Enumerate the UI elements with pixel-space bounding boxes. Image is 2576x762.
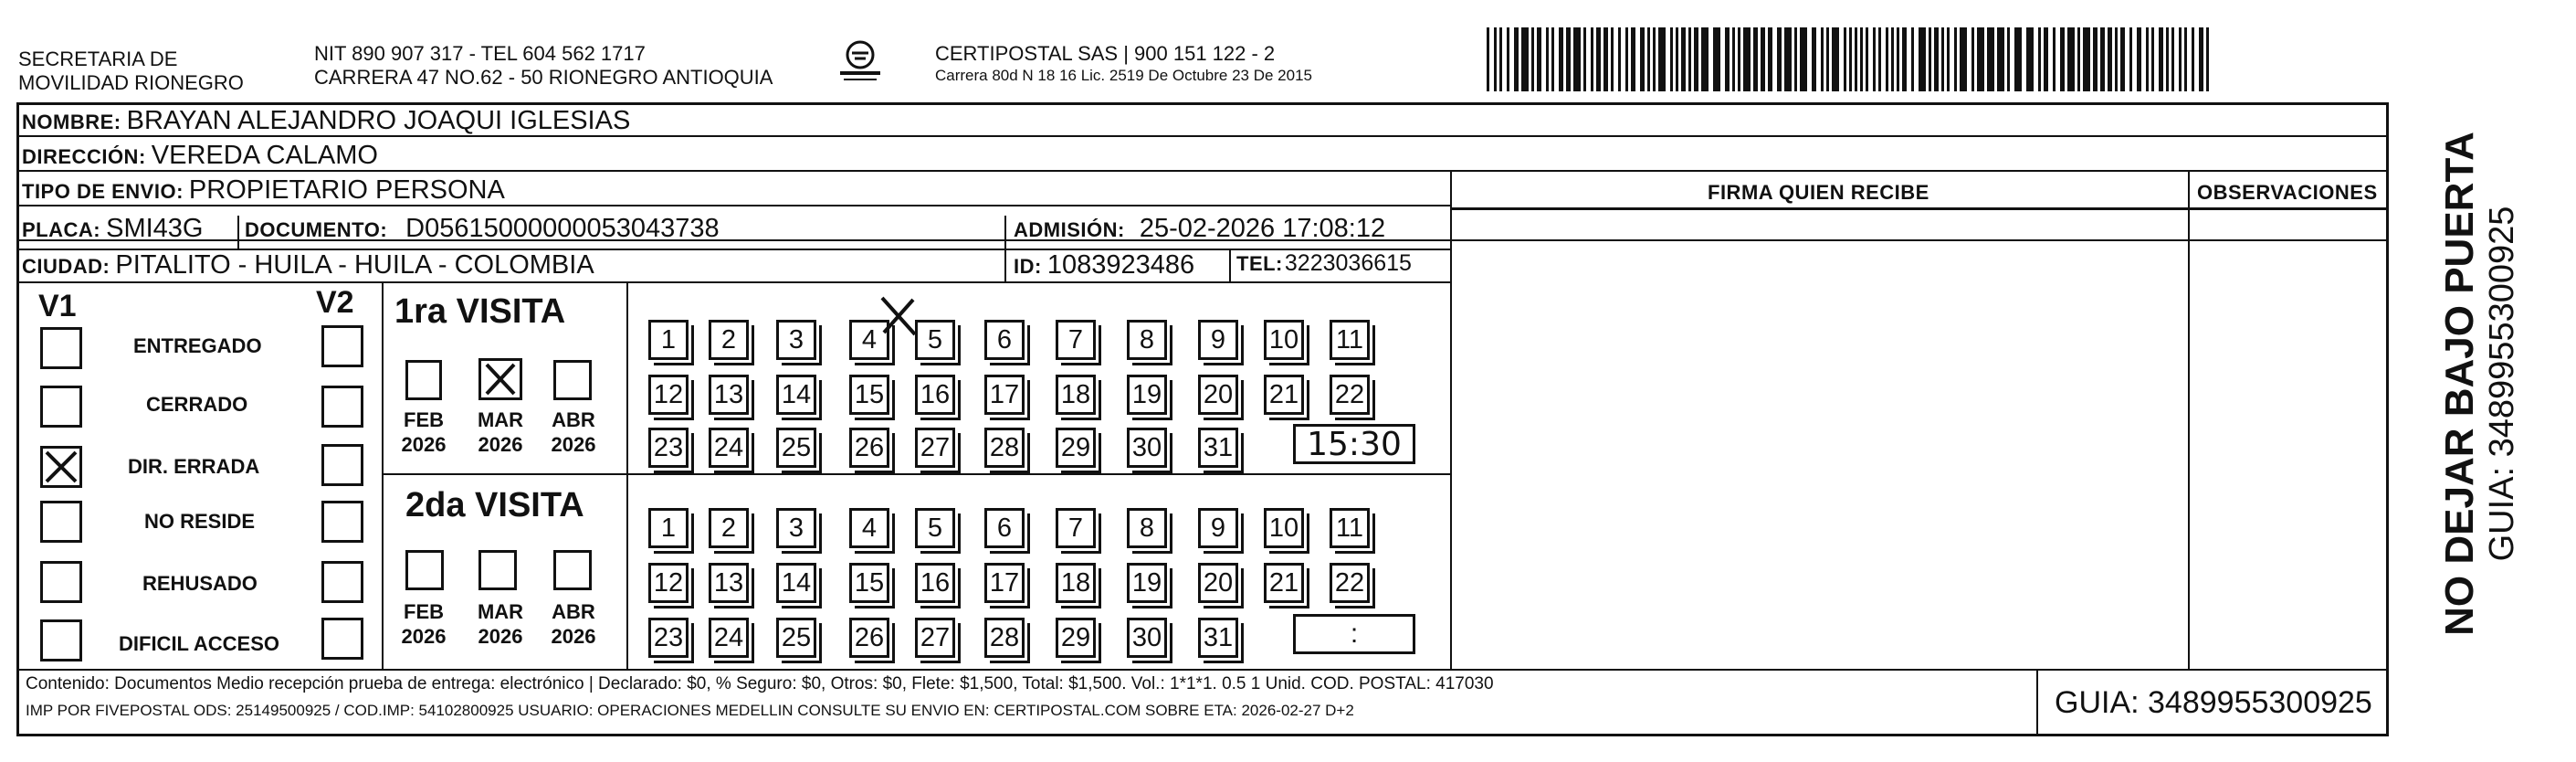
- v2-dir-errada-checkbox[interactable]: [321, 444, 363, 486]
- tel-row: [1236, 250, 1412, 277]
- month-year: 2026: [551, 625, 596, 648]
- second-visit-day-24[interactable]: 24: [709, 618, 749, 658]
- second-visit-day-20[interactable]: 20: [1198, 563, 1238, 603]
- tel-label: TEL:: [1236, 252, 1283, 275]
- ciudad-label: CIUDAD:: [22, 255, 110, 278]
- month-name: ABR: [552, 408, 595, 431]
- first-visit-day-17[interactable]: 17: [984, 375, 1025, 415]
- first-visit-day-5[interactable]: 5: [915, 320, 955, 360]
- first-visit-day-24[interactable]: 24: [709, 428, 749, 468]
- first-visit-day-8[interactable]: 8: [1127, 320, 1167, 360]
- second-visit-time-field[interactable]: [1293, 614, 1415, 654]
- second-visit-day-23[interactable]: 23: [648, 618, 689, 658]
- v1-cerrado-checkbox[interactable]: [40, 386, 82, 428]
- month-name: MAR: [477, 408, 524, 431]
- status-no-reside: NO RESIDE: [144, 510, 256, 533]
- first-visit-day-22[interactable]: 22: [1330, 375, 1370, 415]
- v2-no-reside-checkbox[interactable]: [321, 501, 363, 543]
- company-line-1: CERTIPOSTAL SAS | 900 151 122 - 2: [935, 42, 1276, 65]
- address-line: CARRERA 47 NO.62 - 50 RIONEGRO ANTIOQUIA: [314, 66, 773, 89]
- second-visit-day-5[interactable]: 5: [915, 508, 955, 548]
- nombre-label: NOMBRE:: [22, 111, 121, 133]
- company-line-2: Carrera 80d N 18 16 Lic. 2519 De Octubre 23 De 2015: [935, 67, 1312, 84]
- second-visit-day-25[interactable]: 25: [776, 618, 816, 658]
- second-visit-day-10[interactable]: 10: [1264, 508, 1304, 548]
- first-visit-day-21[interactable]: 21: [1264, 375, 1304, 415]
- v1-dificil-acceso-checkbox[interactable]: [40, 619, 82, 661]
- month-year: 2026: [401, 625, 447, 648]
- first-visit-day-13[interactable]: 13: [709, 375, 749, 415]
- no-dejar-bajo-puerta: NO DEJAR BAJO PUERTA: [2437, 132, 2482, 636]
- month-name: FEB: [404, 600, 444, 623]
- month-year: 2026: [478, 433, 523, 456]
- status-entregado: ENTREGADO: [133, 334, 262, 357]
- tipo-envio-value: PROPIETARIO PERSONA: [188, 175, 505, 205]
- status-dificil-acceso: DIFICIL ACCESO: [119, 632, 280, 655]
- second-visit-day-15[interactable]: 15: [849, 563, 889, 603]
- sender-line-2: MOVILIDAD RIONEGRO: [18, 71, 244, 94]
- month-name: FEB: [404, 408, 444, 431]
- first-visit-day-3[interactable]: 3: [776, 320, 816, 360]
- direccion-value: VEREDA CALAMO: [151, 141, 378, 170]
- tipo-envio-row: [22, 175, 505, 206]
- nombre-value: BRAYAN ALEJANDRO JOAQUI IGLESIAS: [126, 106, 631, 135]
- id-row: [1014, 250, 1194, 280]
- placa-row: [22, 214, 203, 244]
- v1-dir-errada-checkbox[interactable]: [40, 446, 82, 488]
- ciudad-row: [22, 250, 594, 280]
- sender-contact: [314, 42, 773, 90]
- month-year: 2026: [551, 433, 596, 456]
- v2-dificil-acceso-checkbox[interactable]: [321, 618, 363, 660]
- sender-line-1: SECRETARIA DE: [18, 48, 178, 70]
- id-value: 1083923486: [1046, 250, 1195, 280]
- sender-name: [18, 48, 244, 95]
- second-visit-day-6[interactable]: 6: [984, 508, 1025, 548]
- footer-content-line: Contenido: Documentos Medio recepción prueba de entrega: electrónico | Declarado: $0, % Seguro: $0, Otros: $0, Flete: $1,500, Total: $1,500. Vol.: 1*1*1. 0.5 1 Unid. COD. POSTAL: 417030: [26, 674, 1494, 693]
- first-visit-day-31[interactable]: 31: [1198, 428, 1238, 468]
- second-visit-time-value: :: [1350, 619, 1359, 649]
- second-visit-month-feb-checkbox[interactable]: [405, 550, 444, 590]
- second-visit-day-13[interactable]: 13: [709, 563, 749, 603]
- second-visit-month-abr: [546, 599, 601, 649]
- second-visit-day-1[interactable]: 1: [648, 508, 689, 548]
- placa-value: SMI43G: [106, 214, 204, 243]
- first-visit-day-11[interactable]: 11: [1330, 320, 1370, 360]
- status-cerrado: CERRADO: [146, 393, 248, 416]
- second-visit-title: 2da VISITA: [405, 486, 584, 524]
- month-name: ABR: [552, 600, 595, 623]
- nit-line: NIT 890 907 317 - TEL 604 562 1717: [314, 42, 646, 65]
- first-visit-day-30[interactable]: 30: [1127, 428, 1167, 468]
- second-visit-day-22[interactable]: 22: [1330, 563, 1370, 603]
- observaciones-header: OBSERVACIONES: [2197, 181, 2378, 204]
- first-visit-time-value: 15:30: [1307, 425, 1402, 463]
- check-mark-icon: [43, 449, 79, 485]
- first-visit-day-9[interactable]: 9: [1198, 320, 1238, 360]
- direccion-label: DIRECCIÓN:: [22, 145, 146, 168]
- first-visit-day-4[interactable]: 4: [849, 320, 889, 360]
- first-visit-day-14[interactable]: 14: [776, 375, 816, 415]
- first-visit-day-27[interactable]: 27: [915, 428, 955, 468]
- side-notice: [2438, 132, 2522, 636]
- first-visit-day-18[interactable]: 18: [1056, 375, 1096, 415]
- second-visit-day-3[interactable]: 3: [776, 508, 816, 548]
- first-visit-day-1[interactable]: 1: [648, 320, 689, 360]
- first-visit-day-23[interactable]: 23: [648, 428, 689, 468]
- month-year: 2026: [478, 625, 523, 648]
- second-visit-day-11[interactable]: 11: [1330, 508, 1370, 548]
- v1-rehusado-checkbox[interactable]: [40, 561, 82, 603]
- second-visit-day-21[interactable]: 21: [1264, 563, 1304, 603]
- second-visit-month-mar: [473, 599, 528, 649]
- second-visit-day-2[interactable]: 2: [709, 508, 749, 548]
- second-visit-day-9[interactable]: 9: [1198, 508, 1238, 548]
- first-visit-day-26[interactable]: 26: [849, 428, 889, 468]
- second-visit-day-19[interactable]: 19: [1127, 563, 1167, 603]
- second-visit-day-28[interactable]: 28: [984, 618, 1025, 658]
- first-visit-month-mar-checkbox[interactable]: [478, 358, 522, 400]
- second-visit-day-14[interactable]: 14: [776, 563, 816, 603]
- admision-row: [1014, 214, 1385, 244]
- barcode: [1487, 27, 2212, 91]
- second-visit-day-12[interactable]: 12: [648, 563, 689, 603]
- company-info: [935, 42, 1312, 86]
- check-mark-icon: [481, 361, 520, 397]
- first-visit-time-field[interactable]: [1293, 424, 1415, 464]
- second-visit-day-26[interactable]: 26: [849, 618, 889, 658]
- second-visit-day-18[interactable]: 18: [1056, 563, 1096, 603]
- first-visit-day-28[interactable]: 28: [984, 428, 1025, 468]
- second-visit-month-feb: [396, 599, 451, 649]
- first-visit-day-12[interactable]: 12: [648, 375, 689, 415]
- documento-label: DOCUMENTO:: [245, 218, 388, 241]
- documento-value: D05615000000053043738: [405, 214, 720, 243]
- first-visit-day-6[interactable]: 6: [984, 320, 1025, 360]
- month-name: MAR: [477, 600, 524, 623]
- v2-cerrado-checkbox[interactable]: [321, 386, 363, 428]
- placa-label: PLACA:: [22, 218, 101, 241]
- month-year: 2026: [401, 433, 447, 456]
- first-visit-day-10[interactable]: 10: [1264, 320, 1304, 360]
- documento-row: [245, 214, 720, 244]
- tel-value: 3223036615: [1284, 250, 1412, 276]
- first-visit-month-mar: [473, 407, 528, 457]
- v1-no-reside-checkbox[interactable]: [40, 501, 82, 543]
- first-visit-month-feb: [396, 407, 451, 457]
- status-dir-errada: DIR. ERRADA: [128, 455, 260, 478]
- footer-guia-number: GUIA: 3489955300925: [2055, 685, 2372, 720]
- first-visit-day-25[interactable]: 25: [776, 428, 816, 468]
- v2-header: V2: [316, 285, 354, 320]
- first-visit-day-29[interactable]: 29: [1056, 428, 1096, 468]
- second-visit-month-mar-checkbox[interactable]: [478, 550, 517, 590]
- second-visit-day-8[interactable]: 8: [1127, 508, 1167, 548]
- first-visit-day-7[interactable]: 7: [1056, 320, 1096, 360]
- status-rehusado: REHUSADO: [142, 572, 258, 595]
- second-visit-day-27[interactable]: 27: [915, 618, 955, 658]
- second-visit-day-30[interactable]: 30: [1127, 618, 1167, 658]
- day-4-check-mark-icon: [873, 291, 924, 346]
- first-visit-day-16[interactable]: 16: [915, 375, 955, 415]
- first-visit-month-feb-checkbox[interactable]: [405, 360, 442, 400]
- certipostal-logo: [836, 38, 884, 86]
- ciudad-value: PITALITO - HUILA - HUILA - COLOMBIA: [115, 250, 594, 280]
- nombre-row: [22, 106, 630, 136]
- firma-header: FIRMA QUIEN RECIBE: [1708, 181, 1929, 204]
- v2-rehusado-checkbox[interactable]: [321, 561, 363, 603]
- v2-entregado-checkbox[interactable]: [321, 325, 363, 367]
- tipo-envio-label: TIPO DE ENVIO:: [22, 180, 184, 203]
- second-visit-day-17[interactable]: 17: [984, 563, 1025, 603]
- admision-value: 25-02-2026 17:08:12: [1139, 214, 1386, 243]
- second-visit-day-29[interactable]: 29: [1056, 618, 1096, 658]
- v1-header: V1: [38, 289, 77, 323]
- second-visit-day-4[interactable]: 4: [849, 508, 889, 548]
- id-label: ID:: [1014, 255, 1042, 278]
- v1-entregado-checkbox[interactable]: [40, 327, 82, 369]
- footer-tracking-line: IMP POR FIVEPOSTAL ODS: 25149500925 / COD.IMP: 54102800925 USUARIO: OPERACIONES MEDELLIN CONSULTE SU ENVIO EN: CERTIPOSTAL.COM SOBRE ETA: 2026-02-27 D+2: [26, 702, 1354, 719]
- direccion-row: [22, 141, 378, 171]
- first-visit-month-abr: [546, 407, 601, 457]
- side-guia-number: GUIA: 3489955300925: [2483, 206, 2521, 562]
- first-visit-day-15[interactable]: 15: [849, 375, 889, 415]
- admision-label: ADMISIÓN:: [1014, 218, 1125, 241]
- second-visit-day-16[interactable]: 16: [915, 563, 955, 603]
- second-visit-day-7[interactable]: 7: [1056, 508, 1096, 548]
- first-visit-day-2[interactable]: 2: [709, 320, 749, 360]
- second-visit-month-abr-checkbox[interactable]: [553, 550, 592, 590]
- second-visit-day-31[interactable]: 31: [1198, 618, 1238, 658]
- first-visit-title: 1ra VISITA: [394, 292, 566, 331]
- first-visit-month-abr-checkbox[interactable]: [553, 360, 592, 400]
- first-visit-day-20[interactable]: 20: [1198, 375, 1238, 415]
- first-visit-day-19[interactable]: 19: [1127, 375, 1167, 415]
